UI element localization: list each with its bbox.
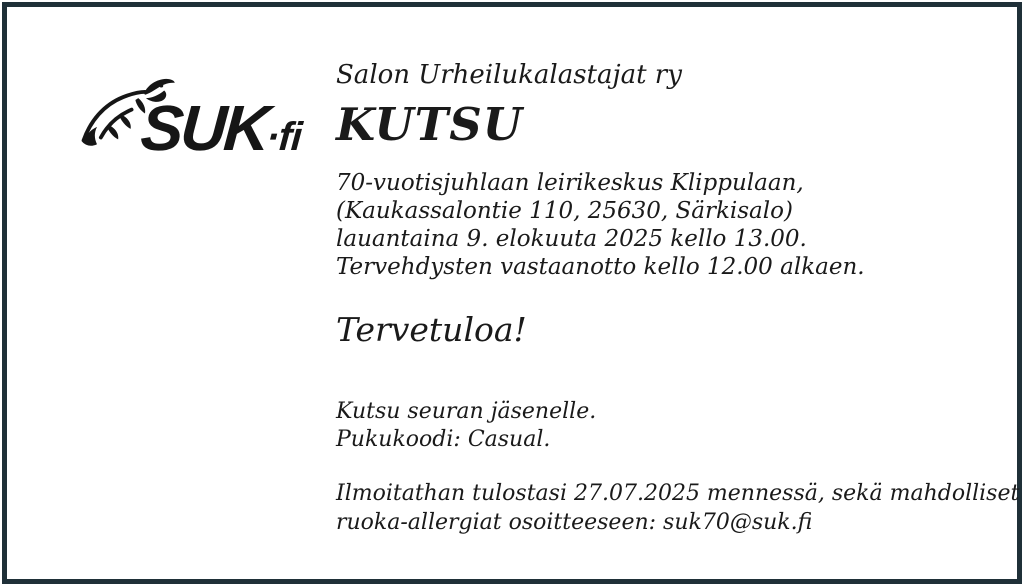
- notes: [336, 398, 596, 454]
- event-details-line: Tervehdysten vastaanotto kello 12.00 alkaen.: [336, 254, 865, 280]
- event-details-line: lauantaina 9. elokuuta 2025 kello 13.00.: [336, 226, 807, 252]
- event-details-line: (Kaukassalontie 110, 25630, Särkisalo): [336, 198, 793, 224]
- notes-line: Pukukoodi: Casual.: [336, 427, 551, 452]
- notes-line: Kutsu seuran jäsenelle.: [336, 399, 597, 424]
- logo-wordmark: [138, 88, 304, 168]
- event-details-line: 70-vuotisjuhlaan leirikeskus Klippulaan,: [336, 170, 804, 196]
- rsvp-line: ruoka-allergiat osoitteeseen: suk70@suk.fi: [336, 510, 813, 535]
- event-details: [336, 169, 865, 281]
- logo-text-main: SUK: [138, 92, 270, 164]
- page-title: KUTSU: [336, 98, 523, 151]
- welcome-text: Tervetuloa!: [336, 310, 527, 349]
- suk-logo: [65, 52, 330, 176]
- org-name: Salon Urheilukalastajat ry: [336, 60, 682, 90]
- rsvp-line: Ilmoitathan tulostasi 27.07.2025 mennessä, sekä mahdolliset: [336, 481, 1020, 506]
- rsvp-instructions: [336, 479, 1019, 537]
- logo-text-suffix: ·fi: [264, 115, 303, 159]
